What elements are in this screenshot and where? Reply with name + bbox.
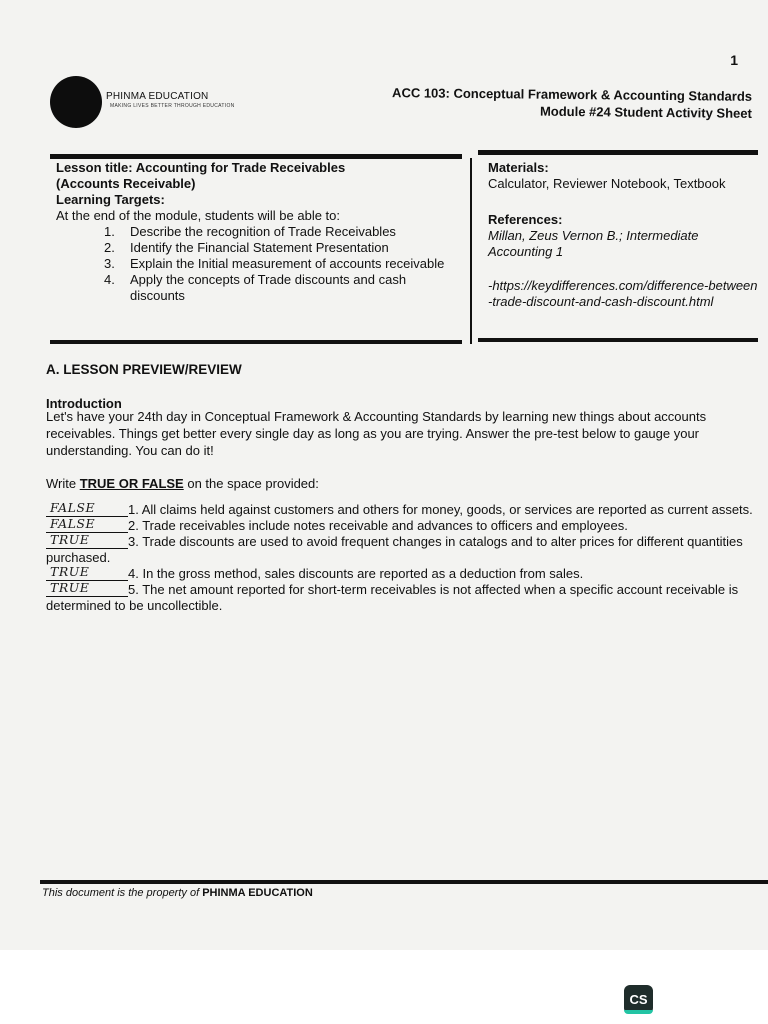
intro-paragraph: Let's have your 24th day in Conceptual Framework & Accounting Standards by learning new things about accounts receivables. Things get better every single day as long as you are trying. Answer the pre-test below to gauge your understanding. You can do it! — [46, 409, 707, 458]
pretest-item — [46, 502, 756, 518]
target-item: 3. Explain the Initial measurement of accounts receivable — [104, 256, 445, 271]
materials-heading: Materials: — [488, 160, 549, 175]
target-item: 1. Describe the recognition of Trade Receivables — [104, 224, 396, 239]
instruction: Write TRUE OR FALSE on the space provided: — [46, 476, 319, 491]
intro-heading: Introduction — [46, 396, 122, 411]
answer-blank[interactable] — [46, 518, 128, 533]
footer-owner: PHINMA EDUCATION — [202, 887, 313, 899]
table-top-rule-right — [478, 150, 758, 155]
handwritten-answer: FALSE — [50, 500, 96, 515]
course-header — [392, 84, 752, 122]
target-item: 4. Apply the concepts of Trade discounts and cash discounts — [104, 272, 407, 303]
camscanner-badge-icon: CS — [624, 985, 653, 1014]
answer-blank[interactable] — [46, 502, 128, 517]
phinma-logo-icon — [50, 76, 102, 128]
reference-book: Millan, Zeus Vernon B.; Intermediate Accounting 1 — [488, 228, 699, 259]
answer-blank[interactable] — [46, 566, 128, 581]
logo-text: PHINMA EDUCATION — [106, 91, 209, 102]
table-top-rule-left — [50, 154, 462, 159]
pretest-item — [46, 566, 756, 582]
lesson-info — [56, 160, 456, 304]
reference-link: -https://keydifferences.com/difference-between-trade-discount-and-cash-discount.html — [488, 278, 758, 309]
item-text: 4. In the gross method, sales discounts are reported as a deduction from sales. — [128, 566, 584, 581]
handwritten-answer: TRUE — [50, 564, 90, 579]
module-title: Module #24 Student Activity Sheet — [539, 103, 752, 121]
item-text: 5. The net amount reported for short-term receivables is not affected when a specific account receivable is determined to be uncollectible. — [46, 582, 739, 613]
materials-references — [488, 160, 758, 310]
logo-subtitle: MAKING LIVES BETTER THROUGH EDUCATION — [110, 103, 235, 109]
pretest-item — [46, 518, 756, 534]
section-title: A. LESSON PREVIEW/REVIEW — [46, 362, 242, 377]
footer-text: This document is the property of PHINMA EDUCATION — [42, 887, 313, 899]
footer-rule — [40, 880, 768, 884]
answer-blank[interactable] — [46, 582, 128, 597]
references-heading: References: — [488, 212, 563, 227]
targets-heading: Learning Targets: — [56, 192, 165, 207]
pretest-item — [46, 582, 756, 614]
true-or-false-emphasis: TRUE OR FALSE — [79, 476, 184, 491]
table-divider — [470, 158, 472, 344]
table-bottom-rule-right — [478, 338, 758, 342]
item-text: 2. Trade receivables include notes receivable and advances to officers and employees. — [128, 518, 628, 533]
item-text: 1. All claims held against customers and others for money, goods, or services are reported as current assets. — [128, 502, 753, 517]
course-title: ACC 103: Conceptual Framework & Accounting Standards — [392, 85, 753, 104]
pretest-items — [46, 502, 756, 614]
handwritten-answer: FALSE — [50, 516, 96, 531]
handwritten-answer: TRUE — [50, 532, 90, 547]
targets-list — [56, 224, 456, 304]
answer-blank[interactable] — [46, 534, 128, 549]
materials-text: Calculator, Reviewer Notebook, Textbook — [488, 176, 726, 191]
targets-intro: At the end of the module, students will be able to: — [56, 208, 341, 223]
table-bottom-rule-left — [50, 340, 462, 344]
page-number: 1 — [730, 52, 738, 68]
item-text: 3. Trade discounts are used to avoid frequent changes in catalogs and to alter prices for different quantities purchased. — [46, 534, 743, 565]
target-item: 2. Identify the Financial Statement Presentation — [104, 240, 389, 255]
pretest-item — [46, 534, 756, 566]
lesson-subtitle: (Accounts Receivable) — [56, 176, 196, 191]
handwritten-answer: TRUE — [50, 580, 90, 595]
lesson-title: Lesson title: Accounting for Trade Receivables — [56, 160, 346, 175]
